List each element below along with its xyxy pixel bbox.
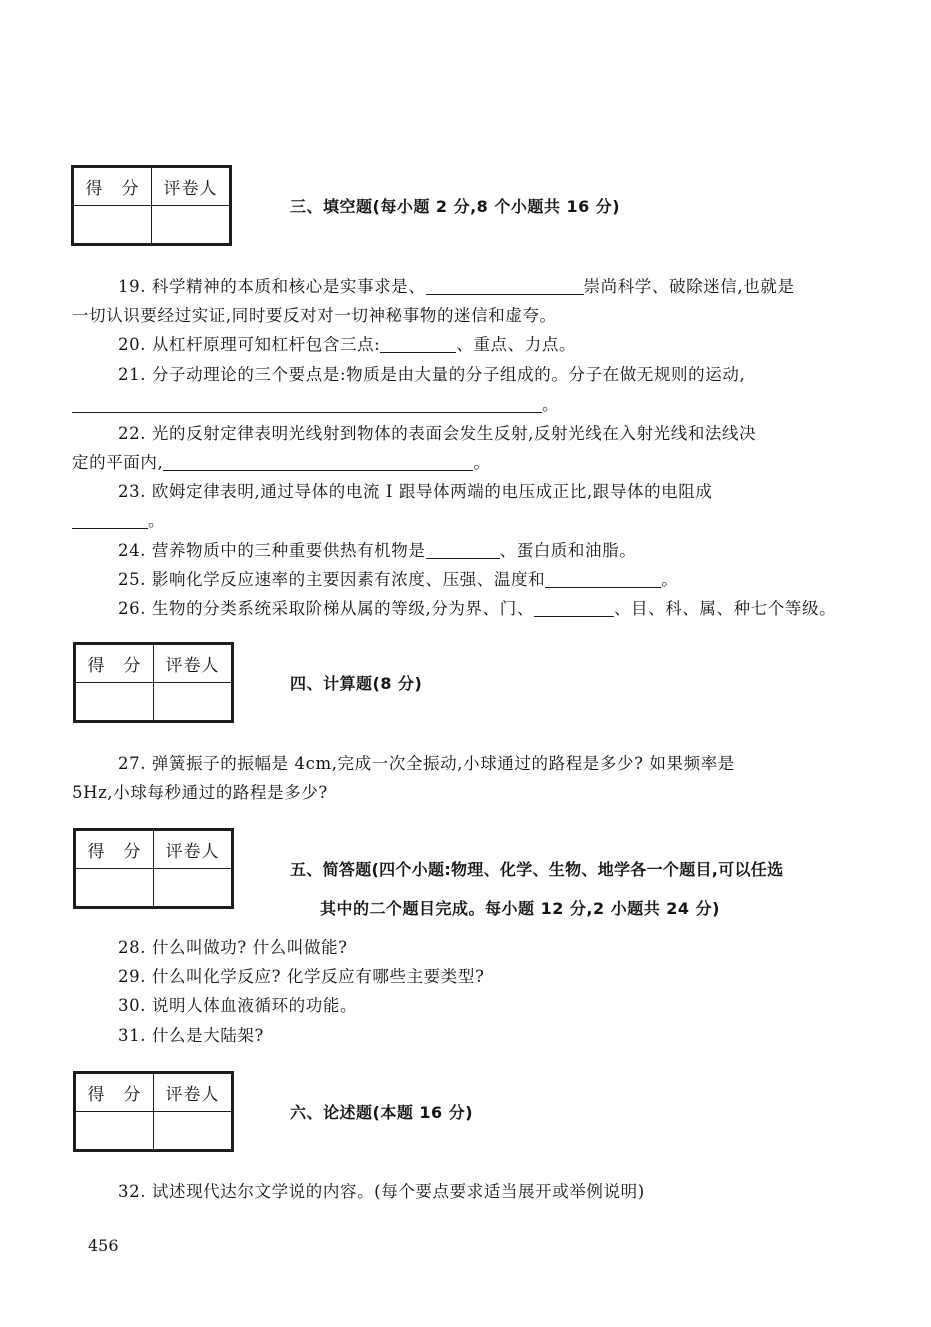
question-26-text-a: 26. 生物的分类系统采取阶梯从属的等级,分为界、门、 [118,599,534,618]
score-cell[interactable] [74,206,152,244]
question-19-text-b: 崇尚科学、破除迷信,也就是 [583,277,795,296]
question-22-line-2 [72,449,490,473]
question-19-line-2: 一切认识要经过实证,同时要反对对一切神秘事物的迷信和虚夸。 [72,306,557,325]
question-20 [118,331,576,355]
grader-cell[interactable] [154,683,232,721]
question-25-text-b: 。 [661,570,679,589]
answer-blank-21[interactable] [72,396,542,413]
question-22-line-1: 22. 光的反射定律表明光线射到物体的表面会发生反射,反射光线在入射光线和法线决 [118,424,757,443]
section-5-title-line-2: 其中的二个题目完成。每小题 12 分,2 小题共 24 分) [320,899,720,918]
section-4-title: 四、计算题(8 分) [290,674,423,693]
question-27-line-1: 27. 弹簧振子的振幅是 4cm,完成一次全振动,小球通过的路程是多少? 如果频率是 [118,754,735,773]
score-box-section-4 [73,642,234,723]
question-31: 31. 什么是大陆架? [118,1026,264,1045]
answer-blank-22[interactable] [163,454,473,471]
score-cell[interactable] [76,869,154,907]
answer-blank-19[interactable] [426,278,584,295]
score-cell[interactable] [76,683,154,721]
question-22-text-b: 定的平面内, [72,453,164,472]
question-22-text-c: 。 [473,453,491,472]
question-20-text-b: 、重点、力点。 [456,335,577,354]
question-23-line-1: 23. 欧姆定律表明,通过导体的电流 I 跟导体两端的电压成正比,跟导体的电阻成 [118,482,713,501]
grader-label: 评卷人 [154,645,232,683]
grader-label: 评卷人 [154,1074,232,1112]
section-5-title-line-1: 五、简答题(四个小题:物理、化学、生物、地学各一个题目,可以任选 [290,860,784,879]
question-21-line-1: 21. 分子动理论的三个要点是:物质是由大量的分子组成的。分子在做无规则的运动, [118,365,746,384]
question-26-text-b: 、目、科、属、种七个等级。 [613,599,837,618]
grader-cell[interactable] [154,869,232,907]
page-number: 456 [88,1236,119,1255]
answer-blank-26[interactable] [534,600,614,617]
answer-blank-24[interactable] [426,542,500,559]
score-box-section-6 [73,1071,234,1152]
score-label: 得 分 [76,831,154,869]
question-30: 30. 说明人体血液循环的功能。 [118,996,358,1015]
question-23-text-b: 。 [148,511,166,530]
grader-label: 评卷人 [152,168,230,206]
score-label: 得 分 [74,168,152,206]
question-21-line-2 [72,391,559,415]
question-26 [118,595,836,619]
question-32: 32. 试述现代达尔文学说的内容。(每个要点要求适当展开或举例说明) [118,1182,645,1201]
question-19-text-a: 19. 科学精神的本质和核心是实事求是、 [118,277,426,296]
grader-cell[interactable] [152,206,230,244]
answer-blank-23[interactable] [72,512,148,529]
score-label: 得 分 [76,1074,154,1112]
answer-blank-20[interactable] [380,336,456,353]
question-29: 29. 什么叫化学反应? 化学反应有哪些主要类型? [118,967,485,986]
score-label: 得 分 [76,645,154,683]
score-box-section-3 [71,165,232,246]
question-24-text-b: 、蛋白质和油脂。 [499,541,637,560]
grader-cell[interactable] [154,1112,232,1150]
question-27-line-2: 5Hz,小球每秒通过的路程是多少? [72,783,328,802]
question-19-line-1 [118,273,795,297]
question-23-line-2 [72,507,165,531]
score-box-section-5 [73,828,234,909]
question-21-text-b: 。 [542,395,560,414]
question-25 [118,566,678,590]
question-28: 28. 什么叫做功? 什么叫做能? [118,938,348,957]
question-24-text-a: 24. 营养物质中的三种重要供热有机物是 [118,541,426,560]
grader-label: 评卷人 [154,831,232,869]
section-6-title: 六、论述题(本题 16 分) [290,1103,474,1122]
score-cell[interactable] [76,1112,154,1150]
question-25-text-a: 25. 影响化学反应速率的主要因素有浓度、压强、温度和 [118,570,546,589]
answer-blank-25[interactable] [545,571,661,588]
section-3-title: 三、填空题(每小题 2 分,8 个小题共 16 分) [290,197,621,216]
question-24 [118,537,636,561]
question-20-text-a: 20. 从杠杆原理可知杠杆包含三点: [118,335,381,354]
